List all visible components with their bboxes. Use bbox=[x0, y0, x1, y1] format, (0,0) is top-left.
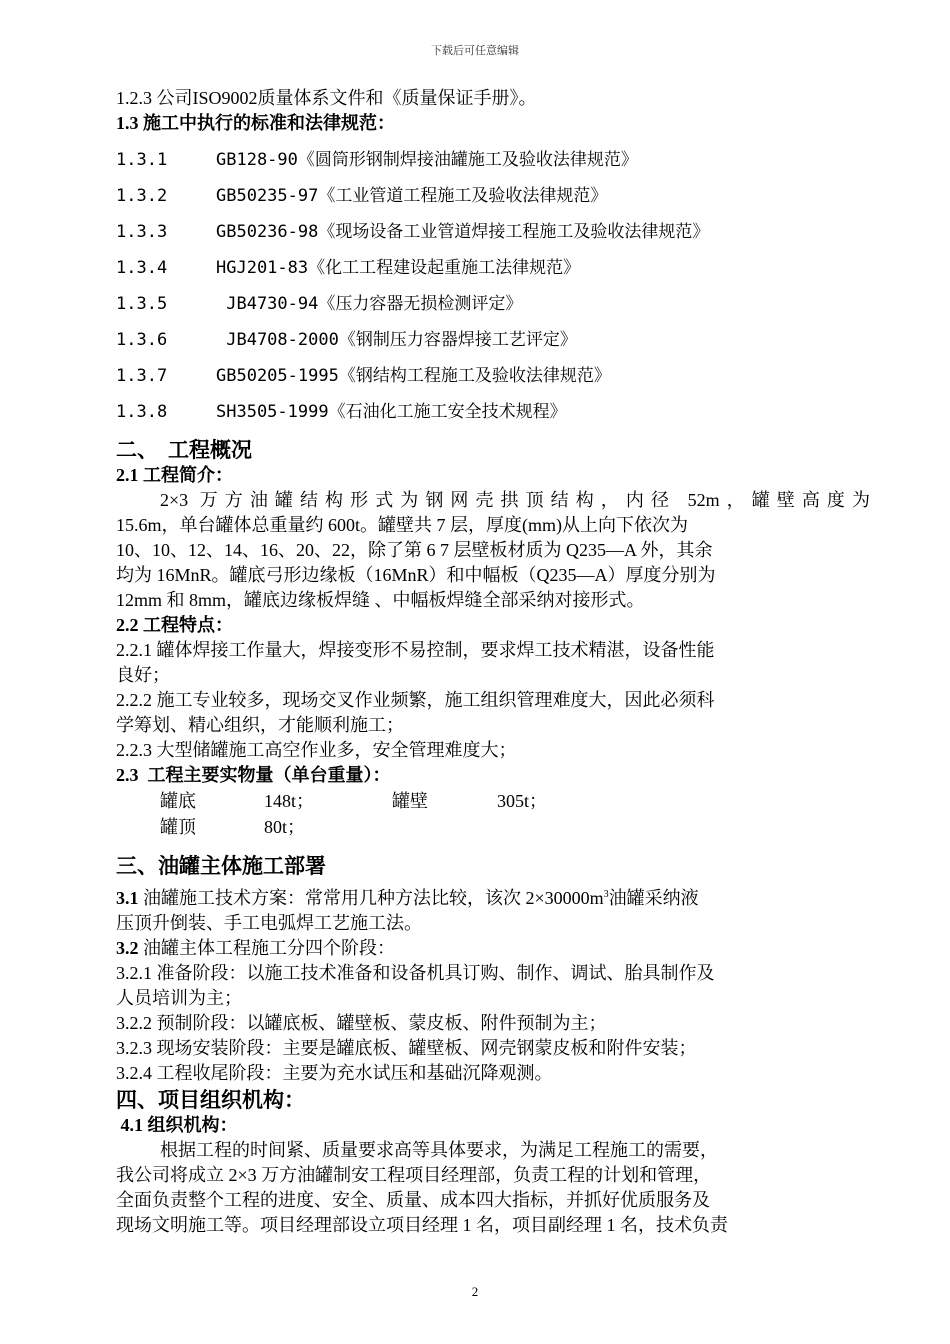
standard-number: 1.3.3 bbox=[116, 222, 168, 242]
section-3-heading: 三、油罐主体施工部署 bbox=[116, 853, 326, 878]
clause-3-1-line: 压顶升倒装、手工电弧焊工艺施工法。 bbox=[116, 913, 422, 933]
quantity-value: 305t； bbox=[497, 791, 548, 811]
quantity-value: 80t； bbox=[264, 817, 306, 837]
section-2-number: 二、 bbox=[116, 437, 158, 462]
standard-item bbox=[116, 322, 870, 358]
clause-3-2-1-line: 人员培训为主； bbox=[116, 988, 242, 1008]
paragraph-2-1 bbox=[116, 488, 870, 613]
standard-number: 1.3.1 bbox=[116, 150, 168, 170]
quantity-row bbox=[116, 814, 870, 840]
standard-text: HGJ201-83《化工工程建设起重施工法律规范》 bbox=[216, 258, 581, 278]
standard-item bbox=[116, 142, 870, 178]
superscript: 3 bbox=[603, 889, 609, 900]
standard-number: 1.3.7 bbox=[116, 366, 168, 386]
standard-number: 1.3.8 bbox=[116, 402, 168, 422]
standard-item bbox=[116, 250, 870, 286]
heading-2-3: 2.3 工程主要实物量（单台重量）： bbox=[116, 765, 391, 785]
standard-text: JB4708-2000《钢制压力容器焊接工艺评定》 bbox=[216, 330, 577, 350]
section-4-heading: 四、项目组织机构： bbox=[116, 1087, 305, 1112]
clause-2-2-1-line: 良好； bbox=[116, 665, 170, 685]
paragraph-4-1 bbox=[116, 1138, 870, 1238]
standard-number: 1.3.2 bbox=[116, 186, 168, 206]
page-number: 2 bbox=[471, 1284, 479, 1299]
standard-item bbox=[116, 214, 870, 250]
clause-2-2-3: 2.2.3 大型储罐施工高空作业多，安全管理难度大； bbox=[116, 740, 517, 760]
standard-text: GB50235-97《工业管道工程施工及验收法律规范》 bbox=[216, 186, 608, 206]
standard-item bbox=[116, 178, 870, 214]
standard-text: JB4730-94《压力容器无损检测评定》 bbox=[216, 294, 523, 314]
standard-text: GB128-90《圆筒形钢制焊接油罐施工及验收法律规范》 bbox=[216, 150, 638, 170]
paragraph-line: 全面负责整个工程的进度、安全、质量、成本四大指标，并抓好优质服务及 bbox=[116, 1190, 710, 1210]
paragraph-line: 均为 16MnR。罐底弓形边缘板（16MnR）和中幅板（Q235—A）厚度分别为 bbox=[116, 565, 716, 585]
quantity-label: 罐壁 bbox=[392, 791, 428, 811]
paragraph-line: 现场文明施工等。项目经理部设立项目经理 1 名，项目副经理 1 名，技术负责 bbox=[116, 1215, 728, 1235]
standard-text: GB50205-1995《钢结构工程施工及验收法律规范》 bbox=[216, 366, 611, 386]
heading-2-2: 2.2 工程特点： bbox=[116, 615, 233, 635]
clause-text: 油罐采纳液 bbox=[608, 888, 699, 908]
paragraph-line: 15.6m，单台罐体总重量约 600t。罐壁共 7 层，厚度(mm)从上向下依次为 bbox=[116, 515, 688, 535]
paragraph-line: 10、10、12、14、16、20、22，除了第 6 7 层壁板材质为 Q235—A 外，其余 bbox=[116, 540, 713, 560]
page-content bbox=[116, 86, 870, 1238]
quantity-value: 148t； bbox=[264, 791, 315, 811]
clause-3-2-3: 3.2.3 现场安装阶段：主要是罐底板、罐壁板、网壳钢蒙皮板和附件安装； bbox=[116, 1038, 697, 1058]
quantity-row bbox=[116, 788, 870, 814]
clause-number: 3.1 bbox=[116, 888, 139, 908]
clause-3-2-4: 3.2.4 工程收尾阶段：主要为充水试压和基础沉降观测。 bbox=[116, 1063, 553, 1083]
standard-item bbox=[116, 358, 870, 394]
quantity-label: 罐底 bbox=[160, 791, 196, 811]
clause-3-1-line bbox=[116, 886, 870, 911]
section-2-title: 工程概况 bbox=[168, 437, 252, 462]
standard-text: SH3505-1999《石油化工施工安全技术规程》 bbox=[216, 402, 567, 422]
paragraph-line bbox=[116, 488, 870, 513]
standard-number: 1.3.5 bbox=[116, 294, 168, 314]
standards-list bbox=[116, 142, 870, 430]
heading-4-1: 4.1 组织机构： bbox=[116, 1115, 238, 1135]
page-header: 下载后可任意编辑 bbox=[431, 44, 519, 57]
paragraph-line-text: 2×3 万方油罐结构形式为钢网壳拱顶结构，内径 52m，罐壁高度为 bbox=[160, 490, 870, 510]
standard-item bbox=[116, 394, 870, 430]
clause-2-2-1-line: 2.2.1 罐体焊接工作量大，焊接变形不易控制，要求焊工技术精湛，设备性能 bbox=[116, 640, 715, 660]
clause-text: 油罐主体工程施工分四个阶段： bbox=[138, 938, 395, 958]
section-2-heading bbox=[116, 436, 870, 463]
heading-1-3: 1.3 施工中执行的标准和法律规范： bbox=[116, 113, 395, 133]
clause-3-2 bbox=[116, 936, 870, 961]
standard-item bbox=[116, 286, 870, 322]
clause-1-2-3: 1.2.3 公司ISO9002质量体系文件和《质量保证手册》。 bbox=[116, 88, 537, 108]
clause-3-2-1-line: 3.2.1 准备阶段：以施工技术准备和设备机具订购、制作、调试、胎具制作及 bbox=[116, 963, 715, 983]
standard-number: 1.3.4 bbox=[116, 258, 168, 278]
clause-2-2-2-line: 学筹划、精心组织，才能顺利施工； bbox=[116, 715, 404, 735]
paragraph-line: 我公司将成立 2×3 万方油罐制安工程项目经理部，负责工程的计划和管理， bbox=[116, 1165, 712, 1185]
clause-text: 油罐施工技术方案：常常用几种方法比较，该次 2×30000m bbox=[138, 888, 604, 908]
paragraph-line: 12mm 和 8mm，罐底边缘板焊缝 、中幅板焊缝全部采纳对接形式。 bbox=[116, 590, 645, 610]
clause-3-2-2: 3.2.2 预制阶段：以罐底板、罐壁板、蒙皮板、附件预制为主； bbox=[116, 1013, 607, 1033]
clause-number: 3.2 bbox=[116, 938, 139, 958]
standard-number: 1.3.6 bbox=[116, 330, 168, 350]
paragraph-line: 根据工程的时间紧、质量要求高等具体要求，为满足工程施工的需要， bbox=[160, 1140, 718, 1160]
heading-2-1: 2.1 工程简介： bbox=[116, 465, 233, 485]
standard-text: GB50236-98《现场设备工业管道焊接工程施工及验收法律规范》 bbox=[216, 222, 710, 242]
clause-2-2-2-line: 2.2.2 施工专业较多，现场交叉作业频繁，施工组织管理难度大，因此必须科 bbox=[116, 690, 715, 710]
quantity-label: 罐顶 bbox=[160, 817, 196, 837]
